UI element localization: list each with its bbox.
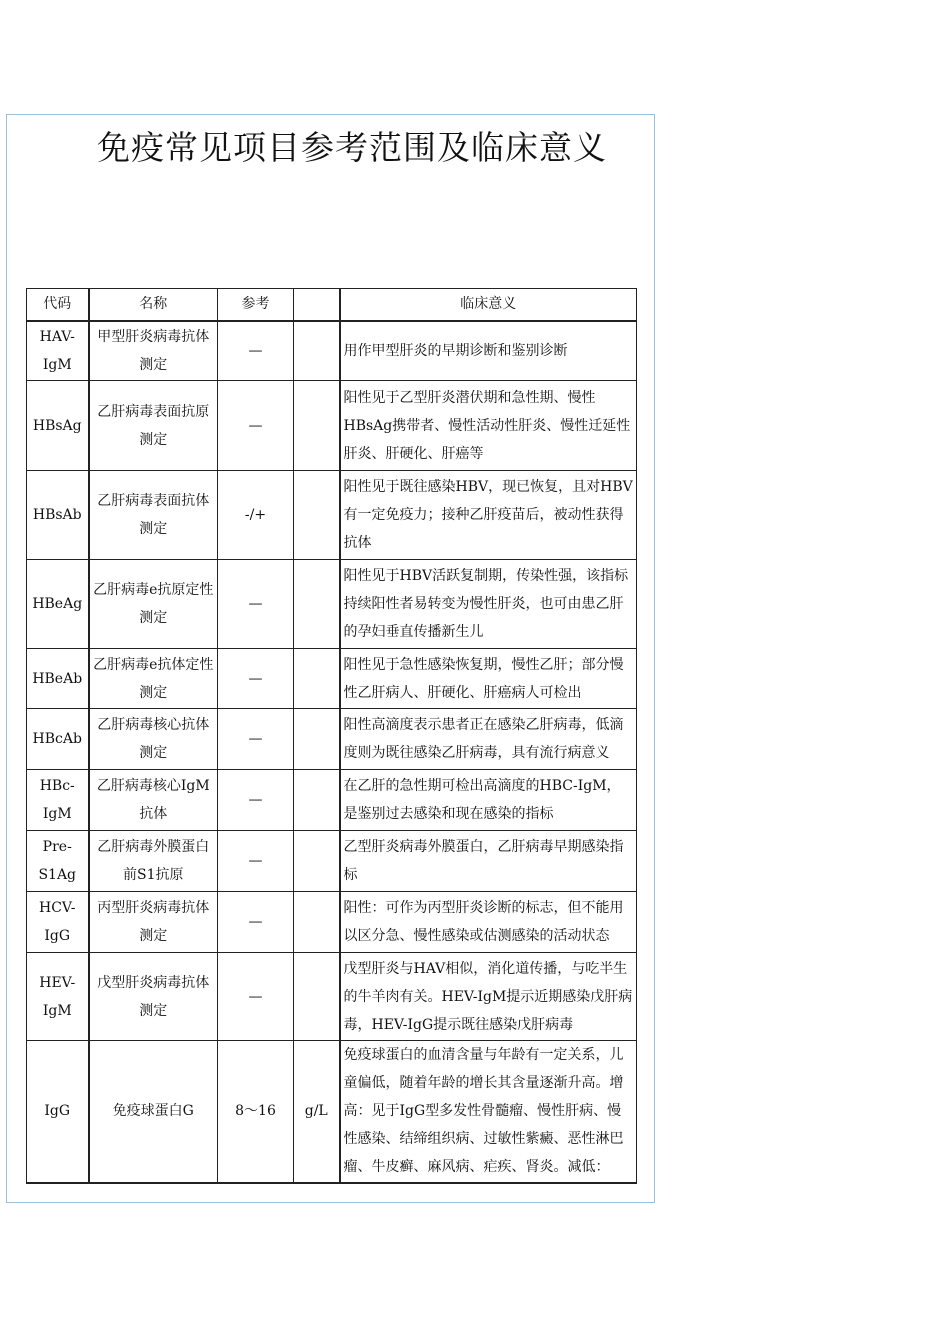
row-clinical: 戊型肝炎与HAV相似，消化道传播，与吃半生的牛羊肉有关。HEV-IgM提示近期感染戊肝病毒，HEV-IgG提示既往感染戊肝病毒 bbox=[340, 953, 637, 1041]
row-clinical: 在乙肝的急性期可检出高滴度的HBC-IgM，是鉴别过去感染和现在感染的指标 bbox=[340, 770, 637, 831]
row-ref: -/+ bbox=[218, 471, 294, 560]
row-ref: — bbox=[218, 649, 294, 709]
row-code: HAV-IgM bbox=[27, 321, 89, 381]
row-clinical: 阳性见于急性感染恢复期，慢性乙肝；部分慢性乙肝病人、肝硬化、肝癌病人可检出 bbox=[340, 649, 637, 709]
row-code: HBeAb bbox=[27, 649, 89, 709]
row-code: Pre-S1Ag bbox=[27, 831, 89, 892]
table-row bbox=[27, 770, 637, 831]
table-row bbox=[27, 709, 637, 770]
table-row bbox=[27, 381, 637, 471]
table-row bbox=[27, 560, 637, 649]
row-unit bbox=[294, 321, 340, 381]
page-title: 免疫常见项目参考范围及临床意义 bbox=[97, 128, 607, 167]
row-code: IgG bbox=[27, 1041, 89, 1183]
row-clinical: 乙型肝炎病毒外膜蛋白，乙肝病毒早期感染指标 bbox=[340, 831, 637, 892]
table-row bbox=[27, 1041, 637, 1183]
header-code: 代码 bbox=[27, 289, 89, 321]
table-row bbox=[27, 892, 637, 953]
row-name: 乙肝病毒核心IgM抗体 bbox=[89, 770, 218, 831]
row-code: HCV-IgG bbox=[27, 892, 89, 953]
row-name: 戊型肝炎病毒抗体测定 bbox=[89, 953, 218, 1041]
row-ref: — bbox=[218, 709, 294, 770]
row-unit: g/L bbox=[294, 1041, 340, 1183]
row-code: HBc-IgM bbox=[27, 770, 89, 831]
row-name: 乙肝病毒e抗原定性测定 bbox=[89, 560, 218, 649]
row-clinical: 阳性见于乙型肝炎潜伏期和急性期、慢性HBsAg携带者、慢性活动性肝炎、慢性迁延性肝炎、肝硬化、肝癌等 bbox=[340, 381, 637, 471]
row-ref: — bbox=[218, 560, 294, 649]
row-unit bbox=[294, 560, 340, 649]
row-name: 乙肝病毒表面抗体测定 bbox=[89, 471, 218, 560]
row-name: 甲型肝炎病毒抗体测定 bbox=[89, 321, 218, 381]
row-name: 乙肝病毒核心抗体测定 bbox=[89, 709, 218, 770]
row-clinical: 免疫球蛋白的血清含量与年龄有一定关系，儿童偏低，随着年龄的增长其含量逐渐升高。增高：见于IgG型多发性骨髓瘤、慢性肝病、慢性感染、结缔组织病、过敏性紫癜、恶性淋巴瘤、牛皮癣、麻风病、疟疾、肾炎。减低： bbox=[340, 1041, 637, 1183]
table-row bbox=[27, 953, 637, 1041]
row-unit bbox=[294, 770, 340, 831]
row-ref: — bbox=[218, 953, 294, 1041]
row-code: HBcAb bbox=[27, 709, 89, 770]
row-code: HEV-IgM bbox=[27, 953, 89, 1041]
row-ref: 8～16 bbox=[218, 1041, 294, 1183]
row-clinical: 用作甲型肝炎的早期诊断和鉴别诊断 bbox=[340, 321, 637, 381]
header-ref: 参考 bbox=[218, 289, 294, 321]
row-ref: — bbox=[218, 770, 294, 831]
row-ref: — bbox=[218, 831, 294, 892]
row-ref: — bbox=[218, 381, 294, 471]
row-name: 乙肝病毒e抗体定性测定 bbox=[89, 649, 218, 709]
row-code: HBsAb bbox=[27, 471, 89, 560]
table-row bbox=[27, 321, 637, 381]
table-header-row bbox=[27, 289, 637, 321]
row-unit bbox=[294, 953, 340, 1041]
row-unit bbox=[294, 831, 340, 892]
header-name: 名称 bbox=[89, 289, 218, 321]
row-clinical: 阳性见于HBV活跃复制期，传染性强，该指标持续阳性者易转变为慢性肝炎，也可由患乙肝的孕妇垂直传播新生儿 bbox=[340, 560, 637, 649]
row-unit bbox=[294, 381, 340, 471]
row-unit bbox=[294, 892, 340, 953]
row-clinical: 阳性见于既往感染HBV，现已恢复，且对HBV有一定免疫力；接种乙肝疫苗后，被动性获得抗体 bbox=[340, 471, 637, 560]
row-name: 丙型肝炎病毒抗体测定 bbox=[89, 892, 218, 953]
header-unit bbox=[294, 289, 340, 321]
row-name: 免疫球蛋白G bbox=[89, 1041, 218, 1183]
table-row bbox=[27, 471, 637, 560]
table-row bbox=[27, 649, 637, 709]
row-unit bbox=[294, 649, 340, 709]
table-row bbox=[27, 831, 637, 892]
row-code: HBeAg bbox=[27, 560, 89, 649]
row-unit bbox=[294, 709, 340, 770]
header-clinical: 临床意义 bbox=[340, 289, 637, 321]
reference-table bbox=[26, 288, 637, 1184]
row-unit bbox=[294, 471, 340, 560]
row-ref: — bbox=[218, 892, 294, 953]
row-name: 乙肝病毒表面抗原测定 bbox=[89, 381, 218, 471]
row-ref: — bbox=[218, 321, 294, 381]
row-clinical: 阳性：可作为丙型肝炎诊断的标志，但不能用以区分急、慢性感染或估测感染的活动状态 bbox=[340, 892, 637, 953]
row-name: 乙肝病毒外膜蛋白前S1抗原 bbox=[89, 831, 218, 892]
row-code: HBsAg bbox=[27, 381, 89, 471]
row-clinical: 阳性高滴度表示患者正在感染乙肝病毒，低滴度则为既往感染乙肝病毒，具有流行病意义 bbox=[340, 709, 637, 770]
